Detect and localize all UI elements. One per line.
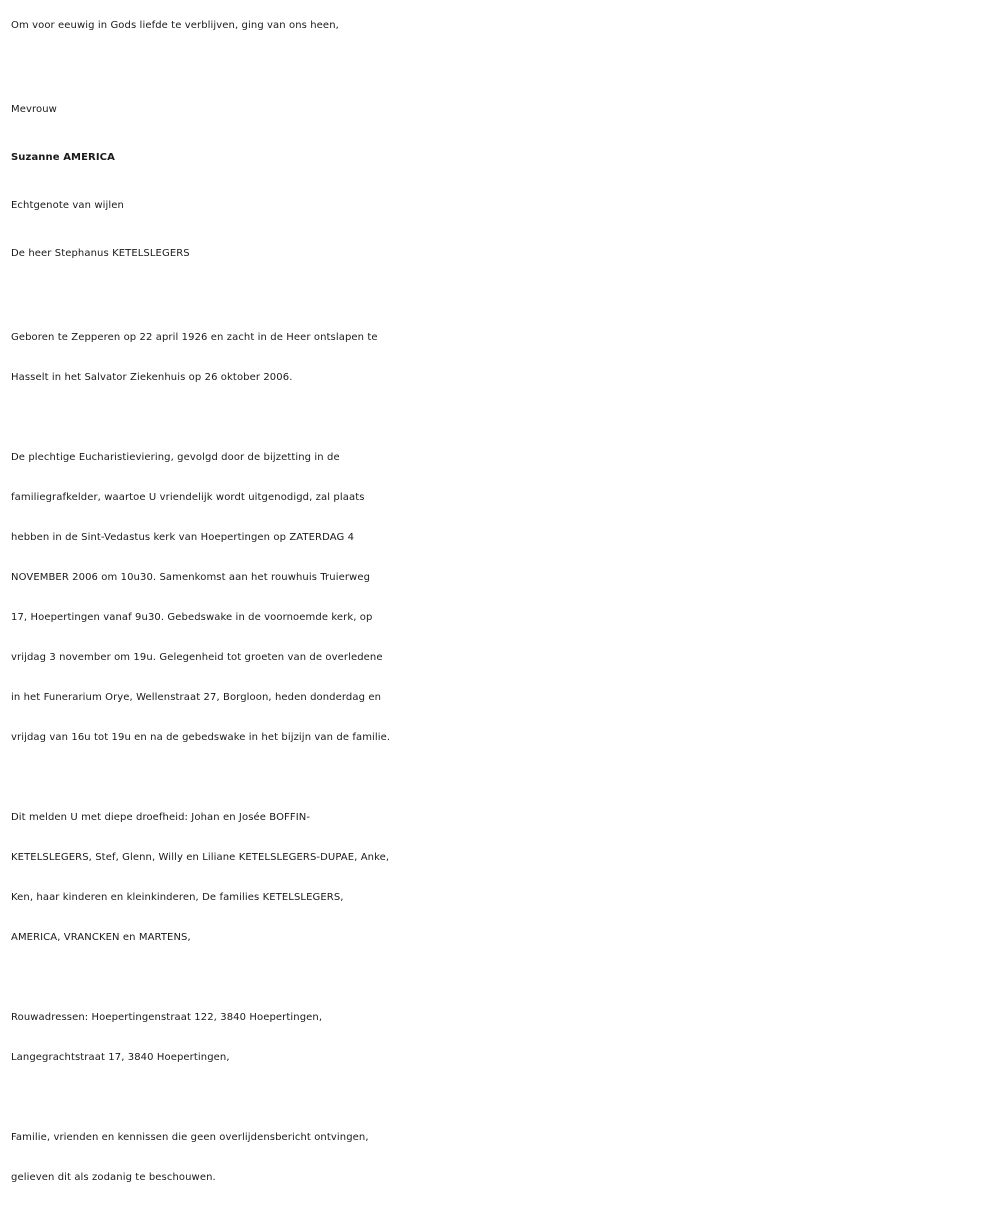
paragraph-line: Langegrachtstraat 17, 3840 Hoepertingen, [11, 1052, 230, 1063]
deceased-block [11, 86, 1000, 278]
paragraph-line: AMERICA, VRANCKEN en MARTENS, [11, 932, 191, 943]
birth-death-paragraph [11, 318, 1000, 398]
paragraph-line: in het Funerarium Orye, Wellenstraat 27, Borgloon, heden donderdag en [11, 692, 382, 703]
deceased-spouse: De heer Stephanus KETELSLEGERS [11, 248, 190, 259]
spacer [11, 958, 1000, 998]
deceased-name: Suzanne AMERICA [11, 152, 115, 163]
closing-paragraph [11, 1118, 1000, 1198]
spacer [11, 278, 1000, 318]
addresses-paragraph [11, 998, 1000, 1078]
deceased-relation: Echtgenote van wijlen [11, 200, 124, 211]
paragraph-line: hebben in de Sint-Vedastus kerk van Hoepertingen op ZATERDAG 4 [11, 532, 355, 543]
paragraph-line: familiegrafkelder, waartoe U vriendelijk wordt uitgenodigd, zal plaats [11, 492, 365, 503]
deceased-title: Mevrouw [11, 104, 57, 115]
intro-text: Om voor eeuwig in Gods liefde te verblijven, ging van ons heen, [11, 20, 339, 31]
paragraph-line: KETELSLEGERS, Stef, Glenn, Willy en Liliane KETELSLEGERS-DUPAE, Anke, [11, 852, 390, 863]
spacer [11, 1078, 1000, 1118]
paragraph-line: Hasselt in het Salvator Ziekenhuis op 26 oktober 2006. [11, 372, 293, 383]
paragraph-line: gelieven dit als zodanig te beschouwen. [11, 1172, 216, 1183]
ceremony-paragraph [11, 438, 1000, 758]
paragraph-line: Geboren te Zepperen op 22 april 1926 en zacht in de Heer ontslapen te [11, 332, 378, 343]
spacer [11, 758, 1000, 798]
paragraph-line: Dit melden U met diepe droefheid: Johan en Josée BOFFIN- [11, 812, 311, 823]
paragraph-line: NOVEMBER 2006 om 10u30. Samenkomst aan het rouwhuis Truierweg [11, 572, 371, 583]
paragraph-line: Rouwadressen: Hoepertingenstraat 122, 3840 Hoepertingen, [11, 1012, 323, 1023]
announcers-paragraph [11, 798, 1000, 958]
paragraph-line: Ken, haar kinderen en kleinkinderen, De families KETELSLEGERS, [11, 892, 344, 903]
paragraph-line: De plechtige Eucharistieviering, gevolgd door de bijzetting in de [11, 452, 340, 463]
paragraph-line: Familie, vrienden en kennissen die geen overlijdensbericht ontvingen, [11, 1132, 369, 1143]
paragraph-line: vrijdag 3 november om 19u. Gelegenheid tot groeten van de overledene [11, 652, 383, 663]
spacer [11, 46, 1000, 86]
spacer [11, 398, 1000, 438]
paragraph-line: 17, Hoepertingen vanaf 9u30. Gebedswake in de voornoemde kerk, op [11, 612, 373, 623]
paragraph-line: vrijdag van 16u tot 19u en na de gebedswake in het bijzijn van de familie. [11, 732, 391, 743]
